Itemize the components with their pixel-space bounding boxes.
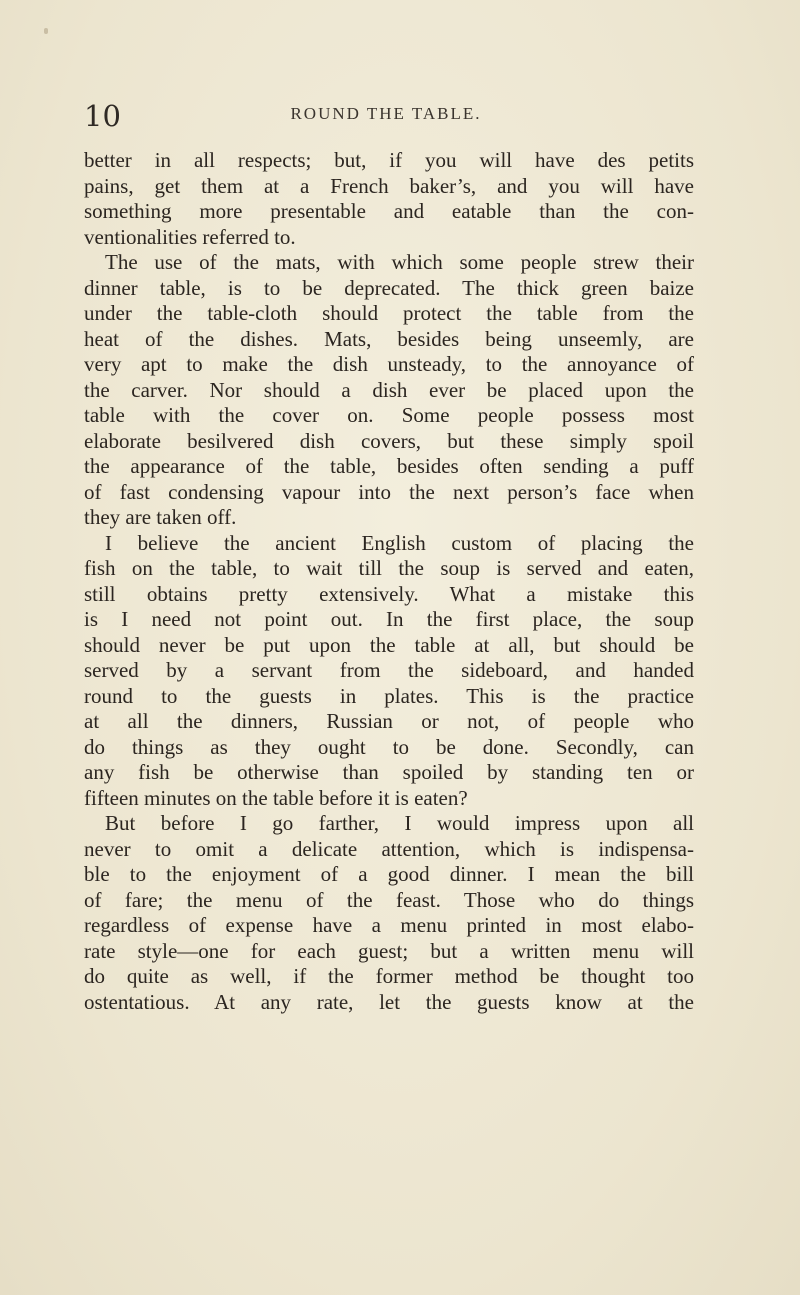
text-line: the appearance of the table, besides often sending a puff — [84, 454, 694, 478]
text-line: is I need not point out. In the first place, the soup — [84, 607, 694, 631]
page-header — [84, 96, 688, 136]
text-line: I believe the ancient English custom of placing the — [105, 530, 694, 555]
text-line: served by a servant from the sideboard, and handed — [84, 658, 694, 682]
text-line: dinner table, is to be deprecated. The thick green baize — [84, 275, 694, 300]
text-line: at all the dinners, Russian or not, of people who — [84, 709, 694, 733]
text-line: still obtains pretty extensively. What a mistake this — [84, 581, 694, 606]
text-line: never to omit a delicate attention, which is indispensa- — [84, 836, 694, 861]
text-line: rate style—one for each guest; but a written menu will — [84, 938, 694, 963]
text-line: of fare; the menu of the feast. Those who do things — [84, 887, 694, 912]
text-line: something more presentable and eatable than the con- — [84, 199, 694, 223]
page-number: 10 — [84, 99, 121, 133]
text-line: round to the guests in plates. This is the practice — [84, 683, 694, 708]
body-text — [84, 148, 694, 1015]
text-line: they are taken off. — [84, 505, 237, 529]
text-line: ble to the enjoyment of a good dinner. I mean the bill — [84, 862, 694, 886]
text-line: do quite as well, if the former method be thought too — [84, 964, 694, 988]
text-line: do things as they ought to be done. Secondly, can — [84, 734, 694, 759]
text-line: fish on the table, to wait till the soup is served and eaten, — [84, 556, 694, 580]
text-line: The use of the mats, with which some people strew their — [105, 250, 694, 274]
text-line: table with the cover on. Some people possess most — [84, 403, 694, 427]
text-line: elaborate besilvered dish covers, but these simply spoil — [84, 428, 694, 453]
text-line: fifteen minutes on the table before it is eaten? — [84, 785, 468, 810]
text-line: any fish be otherwise than spoiled by standing ten or — [84, 760, 694, 784]
paper-blemish — [44, 28, 48, 34]
text-line: the carver. Nor should a dish ever be placed upon the — [84, 377, 694, 402]
running-head: ROUND THE TABLE. — [290, 104, 482, 123]
text-line: ventionalities referred to. — [84, 224, 296, 249]
text-line: under the table-cloth should protect the table from the — [84, 301, 694, 325]
text-line: pains, get them at a French baker’s, and you will have — [84, 173, 694, 198]
text-line: of fast condensing vapour into the next person’s face when — [84, 479, 694, 504]
text-line: very apt to make the dish unsteady, to the annoyance of — [84, 352, 694, 376]
text-line: ostentatious. At any rate, let the guests know at the — [84, 989, 694, 1014]
text-line: heat of the dishes. Mats, besides being unseemly, are — [84, 326, 694, 351]
text-line: better in all respects; but, if you will have des petits — [84, 148, 694, 172]
text-line: regardless of expense have a menu printed in most elabo- — [84, 913, 694, 937]
text-line: But before I go farther, I would impress upon all — [105, 811, 694, 835]
text-line: should never be put upon the table at all, but should be — [84, 632, 694, 657]
